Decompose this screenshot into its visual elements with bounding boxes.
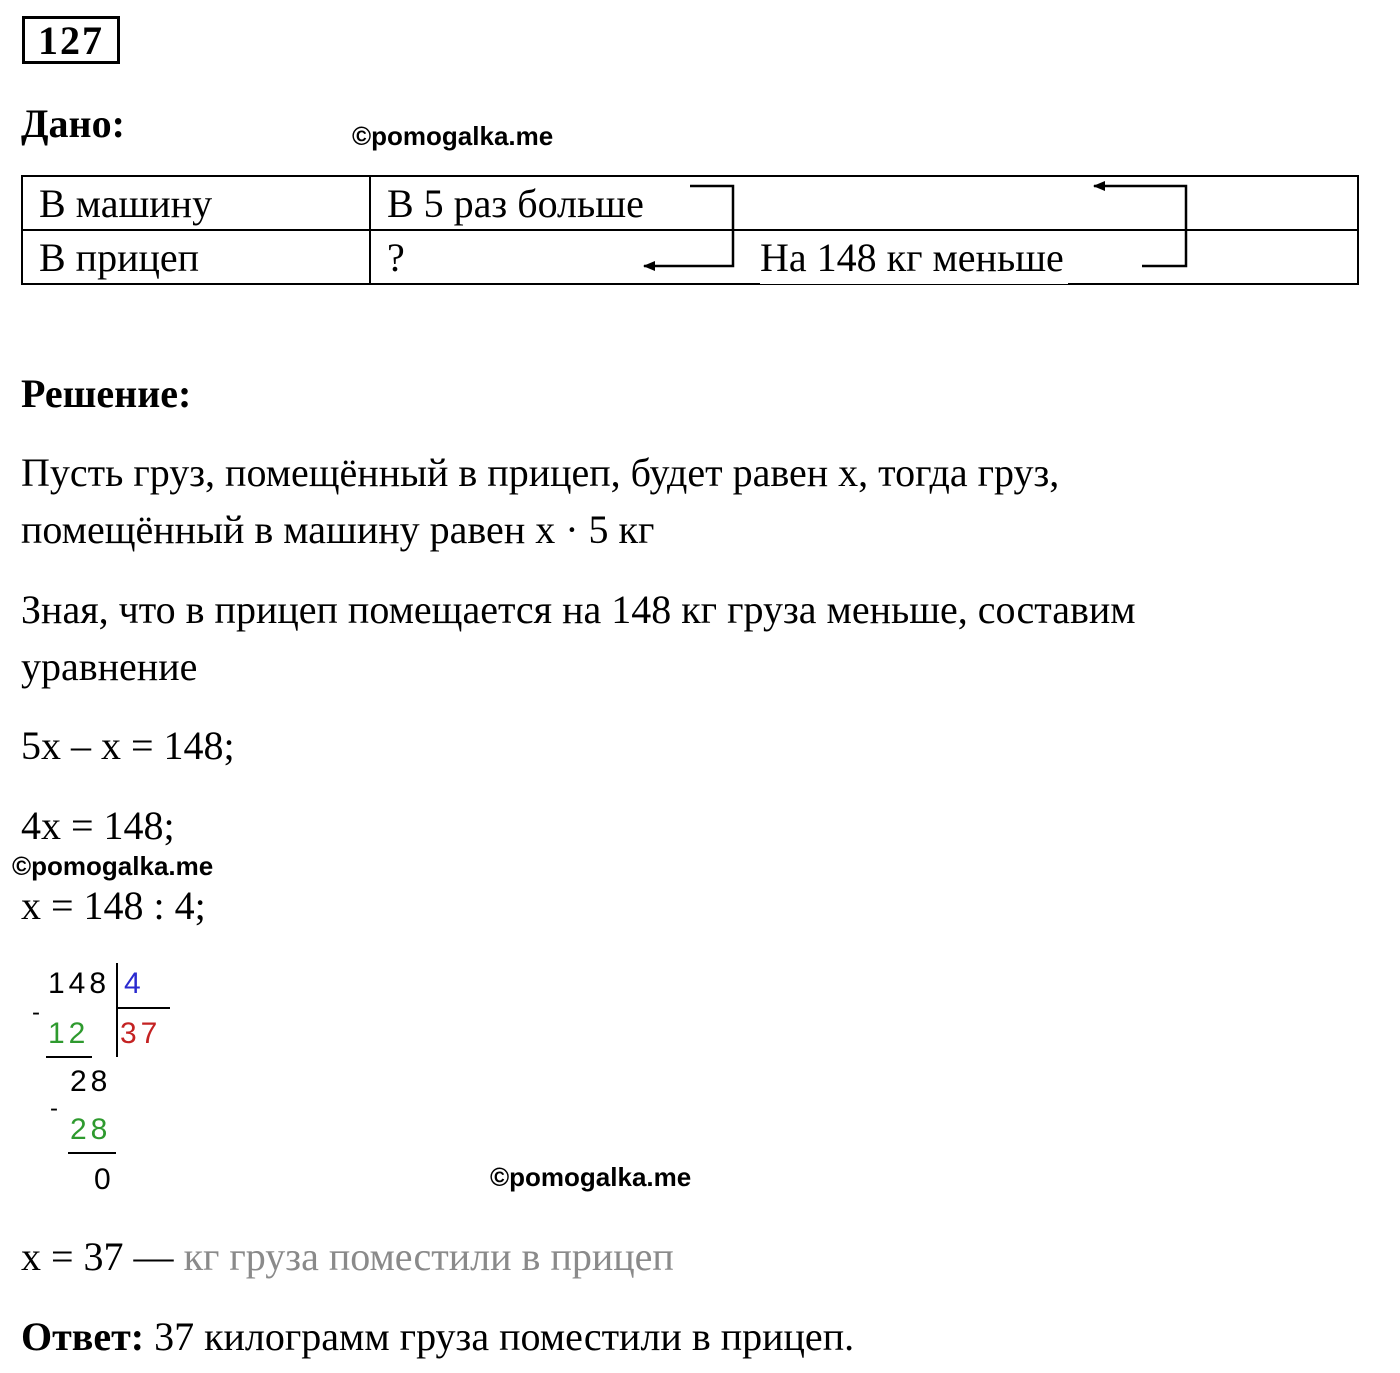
divisor: 4 (124, 967, 145, 1000)
paragraph-line: уравнение (21, 644, 198, 689)
given-heading: Дано: (21, 101, 125, 146)
task-number: 127 (22, 16, 120, 64)
result-comment: кг груза поместили в прицеп (183, 1234, 674, 1279)
paragraph-line: помещённый в машину равен х · 5 кг (21, 507, 655, 552)
division-lines (0, 955, 260, 1200)
row-label: В машину (22, 176, 370, 230)
equation: 4х = 148; (21, 803, 175, 848)
difference-note: На 148 кг меньше (760, 232, 1068, 284)
arrow-times-icon (644, 186, 733, 266)
arrow-less-icon (1094, 186, 1186, 266)
relation-arrows (0, 0, 1400, 300)
remainder: 0 (94, 1163, 115, 1196)
watermark: ©pomogalka.me (12, 851, 214, 881)
answer-label: Ответ: (21, 1314, 145, 1359)
paragraph-line: Зная, что в прицеп помещается на 148 кг груза меньше, составим (21, 587, 1136, 632)
answer-line (21, 1308, 854, 1366)
minus-sign: - (32, 999, 44, 1026)
watermark: ©pomogalka.me (352, 121, 554, 151)
equation: х = 148 : 4; (21, 883, 206, 928)
minus-sign: - (50, 1095, 62, 1122)
paragraph-line: Пусть груз, помещённый в прицеп, будет равен х, тогда груз, (21, 450, 1060, 495)
row-label: В прицеп (22, 230, 370, 284)
watermark: ©pomogalka.me (490, 1162, 692, 1192)
subtrahend: 28 (70, 1113, 112, 1146)
long-division (0, 955, 260, 1200)
solution-heading: Решение: (21, 371, 192, 416)
subtrahend: 12 (48, 1017, 90, 1050)
equation: 5х – х = 148; (21, 723, 235, 768)
remainder: 28 (70, 1065, 112, 1098)
row-value: ? (370, 230, 1358, 284)
dividend: 148 (48, 967, 111, 1000)
quotient: 37 (120, 1017, 162, 1050)
result-line (21, 1228, 674, 1286)
row-value: В 5 раз больше (370, 176, 1358, 230)
answer-text: 37 килограмм груза поместили в прицеп. (154, 1314, 855, 1359)
result-equation: х = 37 — (21, 1234, 174, 1279)
